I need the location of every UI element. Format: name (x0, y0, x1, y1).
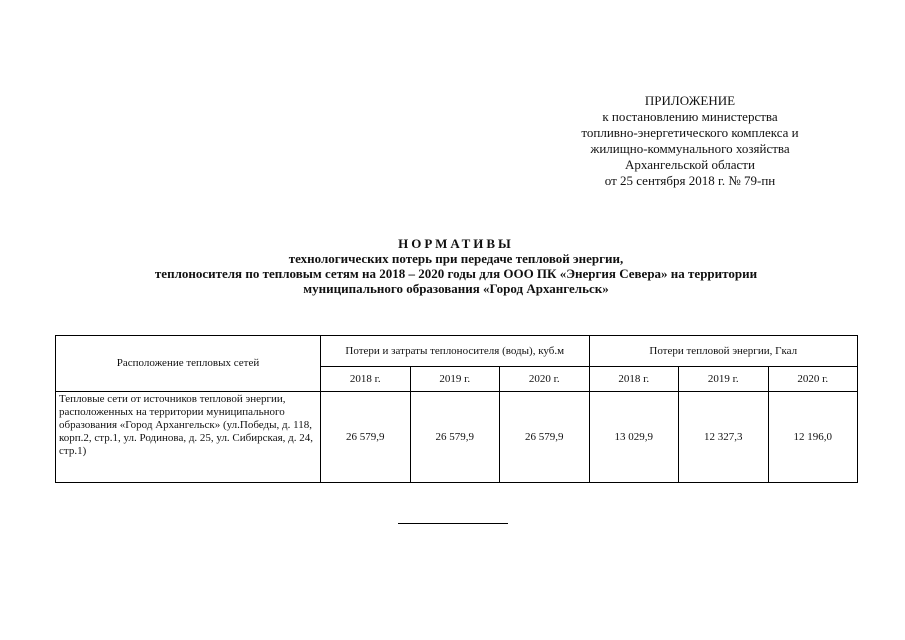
table-row (56, 392, 858, 483)
header-year: 2020 г. (768, 367, 858, 392)
document-title (50, 236, 862, 296)
appendix-line: Архангельской области (625, 157, 755, 172)
header-heat-losses: Потери тепловой энергии, Гкал (589, 336, 858, 367)
header-year: 2019 г. (410, 367, 500, 392)
document-title-line: муниципального образования «Город Архангельск» (303, 281, 609, 296)
cell-value: 26 579,9 (410, 392, 500, 483)
norms-table (55, 335, 858, 483)
cell-value: 12 327,3 (679, 392, 769, 483)
closing-rule (398, 523, 508, 524)
appendix-line: топливно-энергетического комплекса и (581, 125, 799, 140)
document-title-main: НОРМАТИВЫ (398, 236, 514, 251)
document-title-line: технологических потерь при передаче тепловой энергии, (288, 251, 624, 266)
header-year: 2018 г. (321, 367, 411, 392)
header-year: 2019 г. (679, 367, 769, 392)
table-header-row (56, 336, 858, 367)
cell-value: 13 029,9 (589, 392, 679, 483)
document-title-line: теплоносителя по тепловым сетям на 2018 – 2020 годы для ООО ПК «Энергия Севера» на территории (154, 266, 758, 281)
appendix-date: от 25 сентября 2018 г. № 79-пн (604, 173, 776, 188)
appendix-line: жилищно-коммунального хозяйства (590, 141, 790, 156)
cell-value: 26 579,9 (321, 392, 411, 483)
cell-value: 12 196,0 (768, 392, 858, 483)
header-location: Расположение тепловых сетей (56, 336, 321, 392)
cell-location: Тепловые сети от источников тепловой энергии, расположенных на территории муниципального образования «Город Архангельск» (ул.Победы, д. 118, корп.2, стр.1, ул. Родинова, д. 25, ул. Сибирская, д. 24, стр.1) (56, 392, 321, 483)
header-coolant-losses: Потери и затраты теплоносителя (воды), куб.м (321, 336, 590, 367)
cell-value: 26 579,9 (500, 392, 590, 483)
appendix-title: ПРИЛОЖЕНИЕ (644, 93, 736, 108)
header-year: 2020 г. (500, 367, 590, 392)
appendix-header (560, 93, 820, 189)
appendix-line: к постановлению министерства (602, 109, 778, 124)
header-year: 2018 г. (589, 367, 679, 392)
